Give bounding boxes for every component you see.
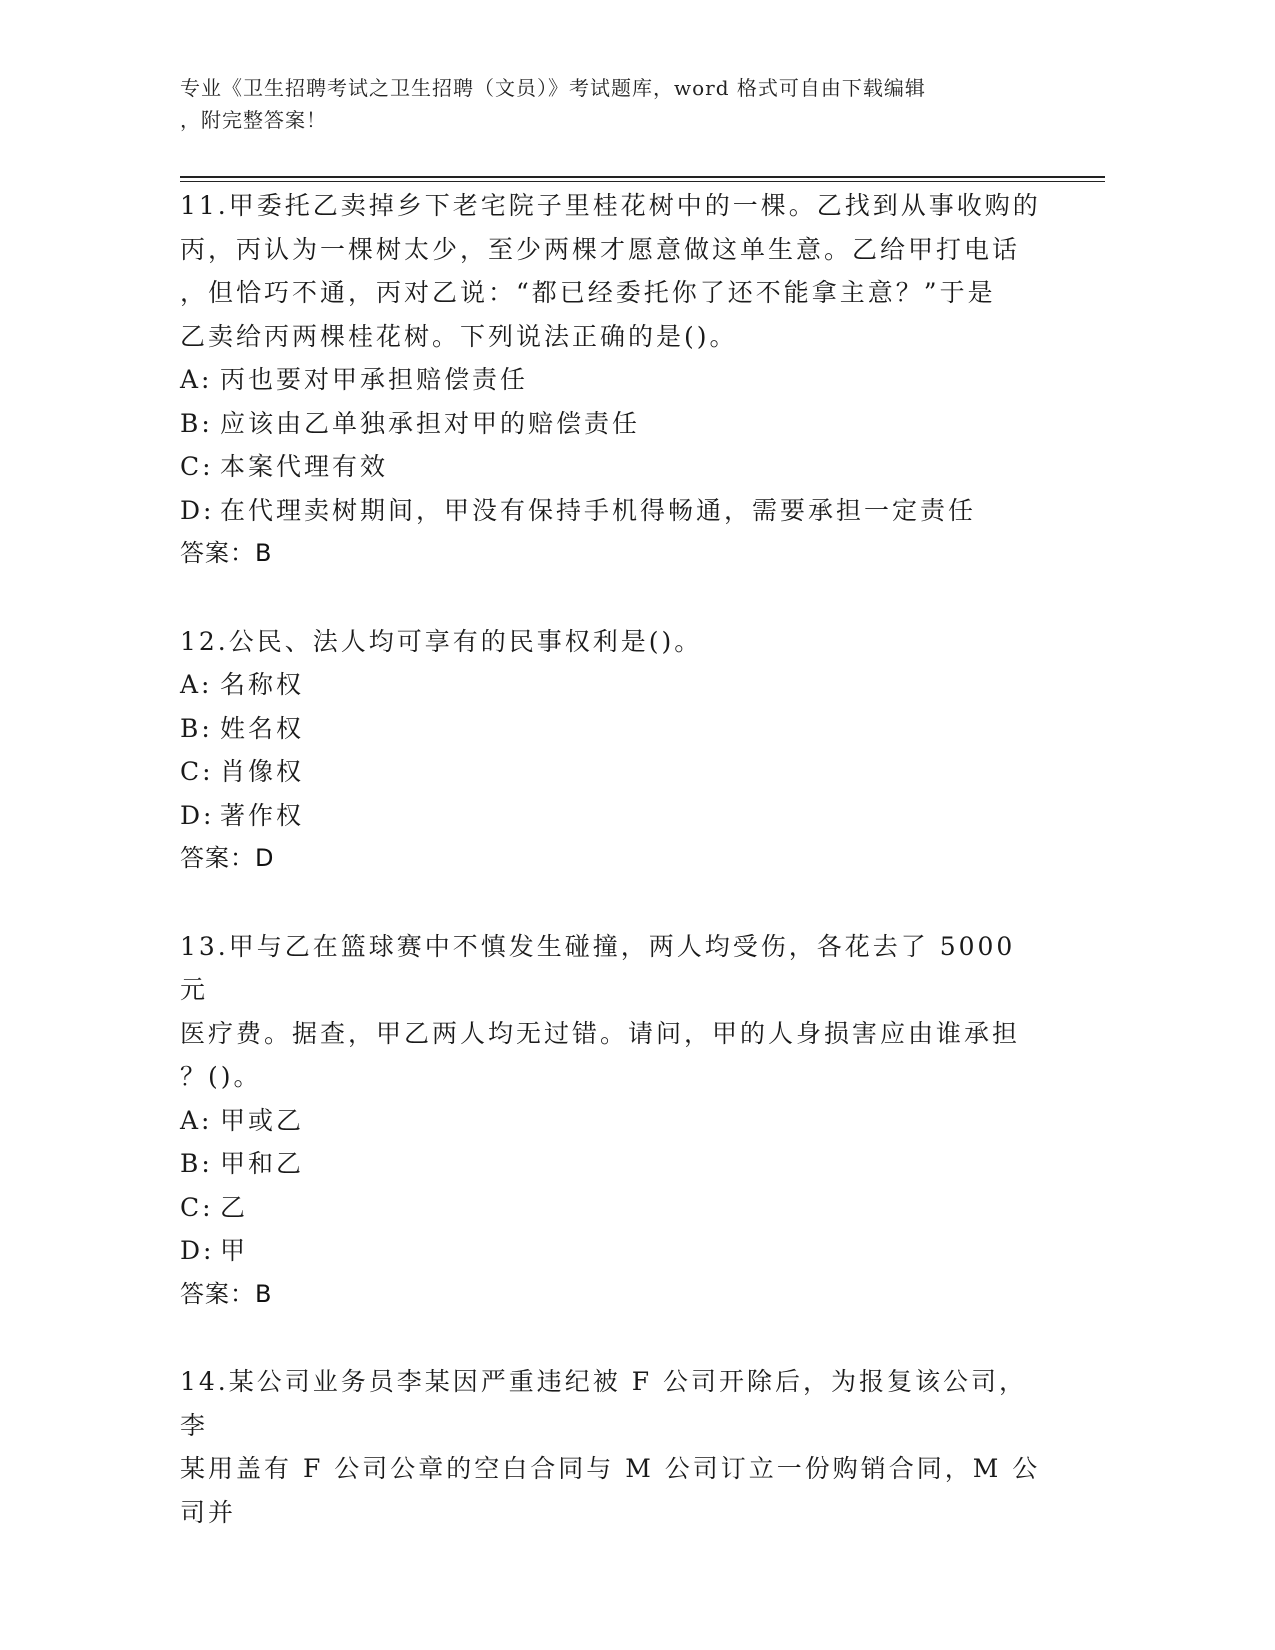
option-a — [180, 1099, 1050, 1143]
option-letter: B: — [180, 408, 213, 438]
option-text: 丙也要对甲承担赔偿责任 — [220, 365, 529, 394]
answer-label: 答案：B — [180, 1279, 273, 1308]
option-letter: D: — [180, 495, 215, 525]
option-letter: D: — [180, 1236, 215, 1265]
option-letter: C: — [180, 1192, 214, 1222]
option-letter: C: — [180, 452, 214, 481]
option-c — [180, 750, 1050, 794]
question-stem-line: 14.某公司业务员李某因严重违纪被 F 公司开除后，为报复该公司，李 — [180, 1367, 1028, 1440]
question-stem-line: 13.甲与乙在篮球赛中不慎发生碰撞，两人均受伤，各花去了 5000 元 — [180, 931, 1016, 1004]
header-divider-thin — [180, 181, 1105, 182]
option-letter: A: — [180, 670, 213, 699]
question-stem-line: ，但恰巧不通，丙对乙说：“都已经委托你了还不能拿主意？”于是 — [180, 278, 996, 307]
document-header — [180, 72, 1040, 136]
option-d — [180, 794, 1050, 838]
option-d — [180, 489, 1050, 533]
option-text: 在代理卖树期间，甲没有保持手机得畅通，需要承担一定责任 — [220, 495, 977, 525]
option-text: 名称权 — [220, 670, 305, 699]
option-text: 甲 — [220, 1236, 249, 1265]
question-stem — [180, 620, 1050, 664]
question-stem-line: 12.公民、法人均可享有的民事权利是()。 — [180, 626, 703, 656]
header-line-2: ，附完整答案！ — [180, 108, 327, 132]
question-stem-line: 乙卖给丙两棵桂花树。下列说法正确的是()。 — [180, 321, 738, 351]
option-b — [180, 402, 1050, 446]
option-letter: B: — [180, 713, 213, 743]
option-letter: A: — [180, 1105, 213, 1135]
header-line-1: 专业《卫生招聘考试之卫生招聘（文员）》考试题库，word 格式可自由下载编辑 — [180, 76, 926, 100]
option-letter: D: — [180, 800, 215, 830]
answer-label: 答案：D — [180, 844, 275, 872]
question-stem — [180, 925, 1050, 1099]
question-stem-line: 某用盖有 F 公司公章的空白合同与 M 公司订立一份购销合同，M 公司并 — [180, 1454, 1041, 1527]
option-letter: B: — [180, 1149, 213, 1178]
option-text: 甲和乙 — [220, 1149, 305, 1178]
header-divider-thick — [180, 176, 1105, 178]
question-stem-line: 医疗费。据查，甲乙两人均无过错。请问，甲的人身损害应由谁承担 — [180, 1018, 1021, 1048]
option-c — [180, 1186, 1050, 1230]
question-stem — [180, 184, 1050, 358]
question-14 — [180, 1360, 1050, 1534]
option-text: 本案代理有效 — [220, 452, 389, 481]
option-a — [180, 358, 1050, 402]
question-list — [180, 184, 1050, 1578]
question-12 — [180, 620, 1050, 881]
question-13 — [180, 925, 1050, 1317]
question-stem-line: 丙，丙认为一棵树太少，至少两棵才愿意做这单生意。乙给甲打电话 — [180, 234, 1021, 264]
option-d — [180, 1229, 1050, 1273]
option-letter: C: — [180, 757, 214, 786]
option-text: 应该由乙单独承担对甲的赔偿责任 — [220, 408, 641, 438]
option-a — [180, 663, 1050, 707]
question-11 — [180, 184, 1050, 576]
question-stem-line: 11.甲委托乙卖掉乡下老宅院子里桂花树中的一棵。乙找到从事收购的 — [180, 191, 1041, 220]
option-c — [180, 445, 1050, 489]
answer-label: 答案：B — [180, 539, 273, 567]
question-stem — [180, 1360, 1050, 1534]
option-text: 著作权 — [220, 800, 305, 830]
question-stem-line: ？()。 — [180, 1062, 262, 1091]
option-b — [180, 707, 1050, 751]
option-text: 肖像权 — [220, 757, 305, 786]
option-b — [180, 1142, 1050, 1186]
option-text: 甲或乙 — [220, 1105, 305, 1135]
option-text: 姓名权 — [220, 713, 305, 743]
option-letter: A: — [180, 365, 213, 394]
option-text: 乙 — [220, 1192, 249, 1222]
